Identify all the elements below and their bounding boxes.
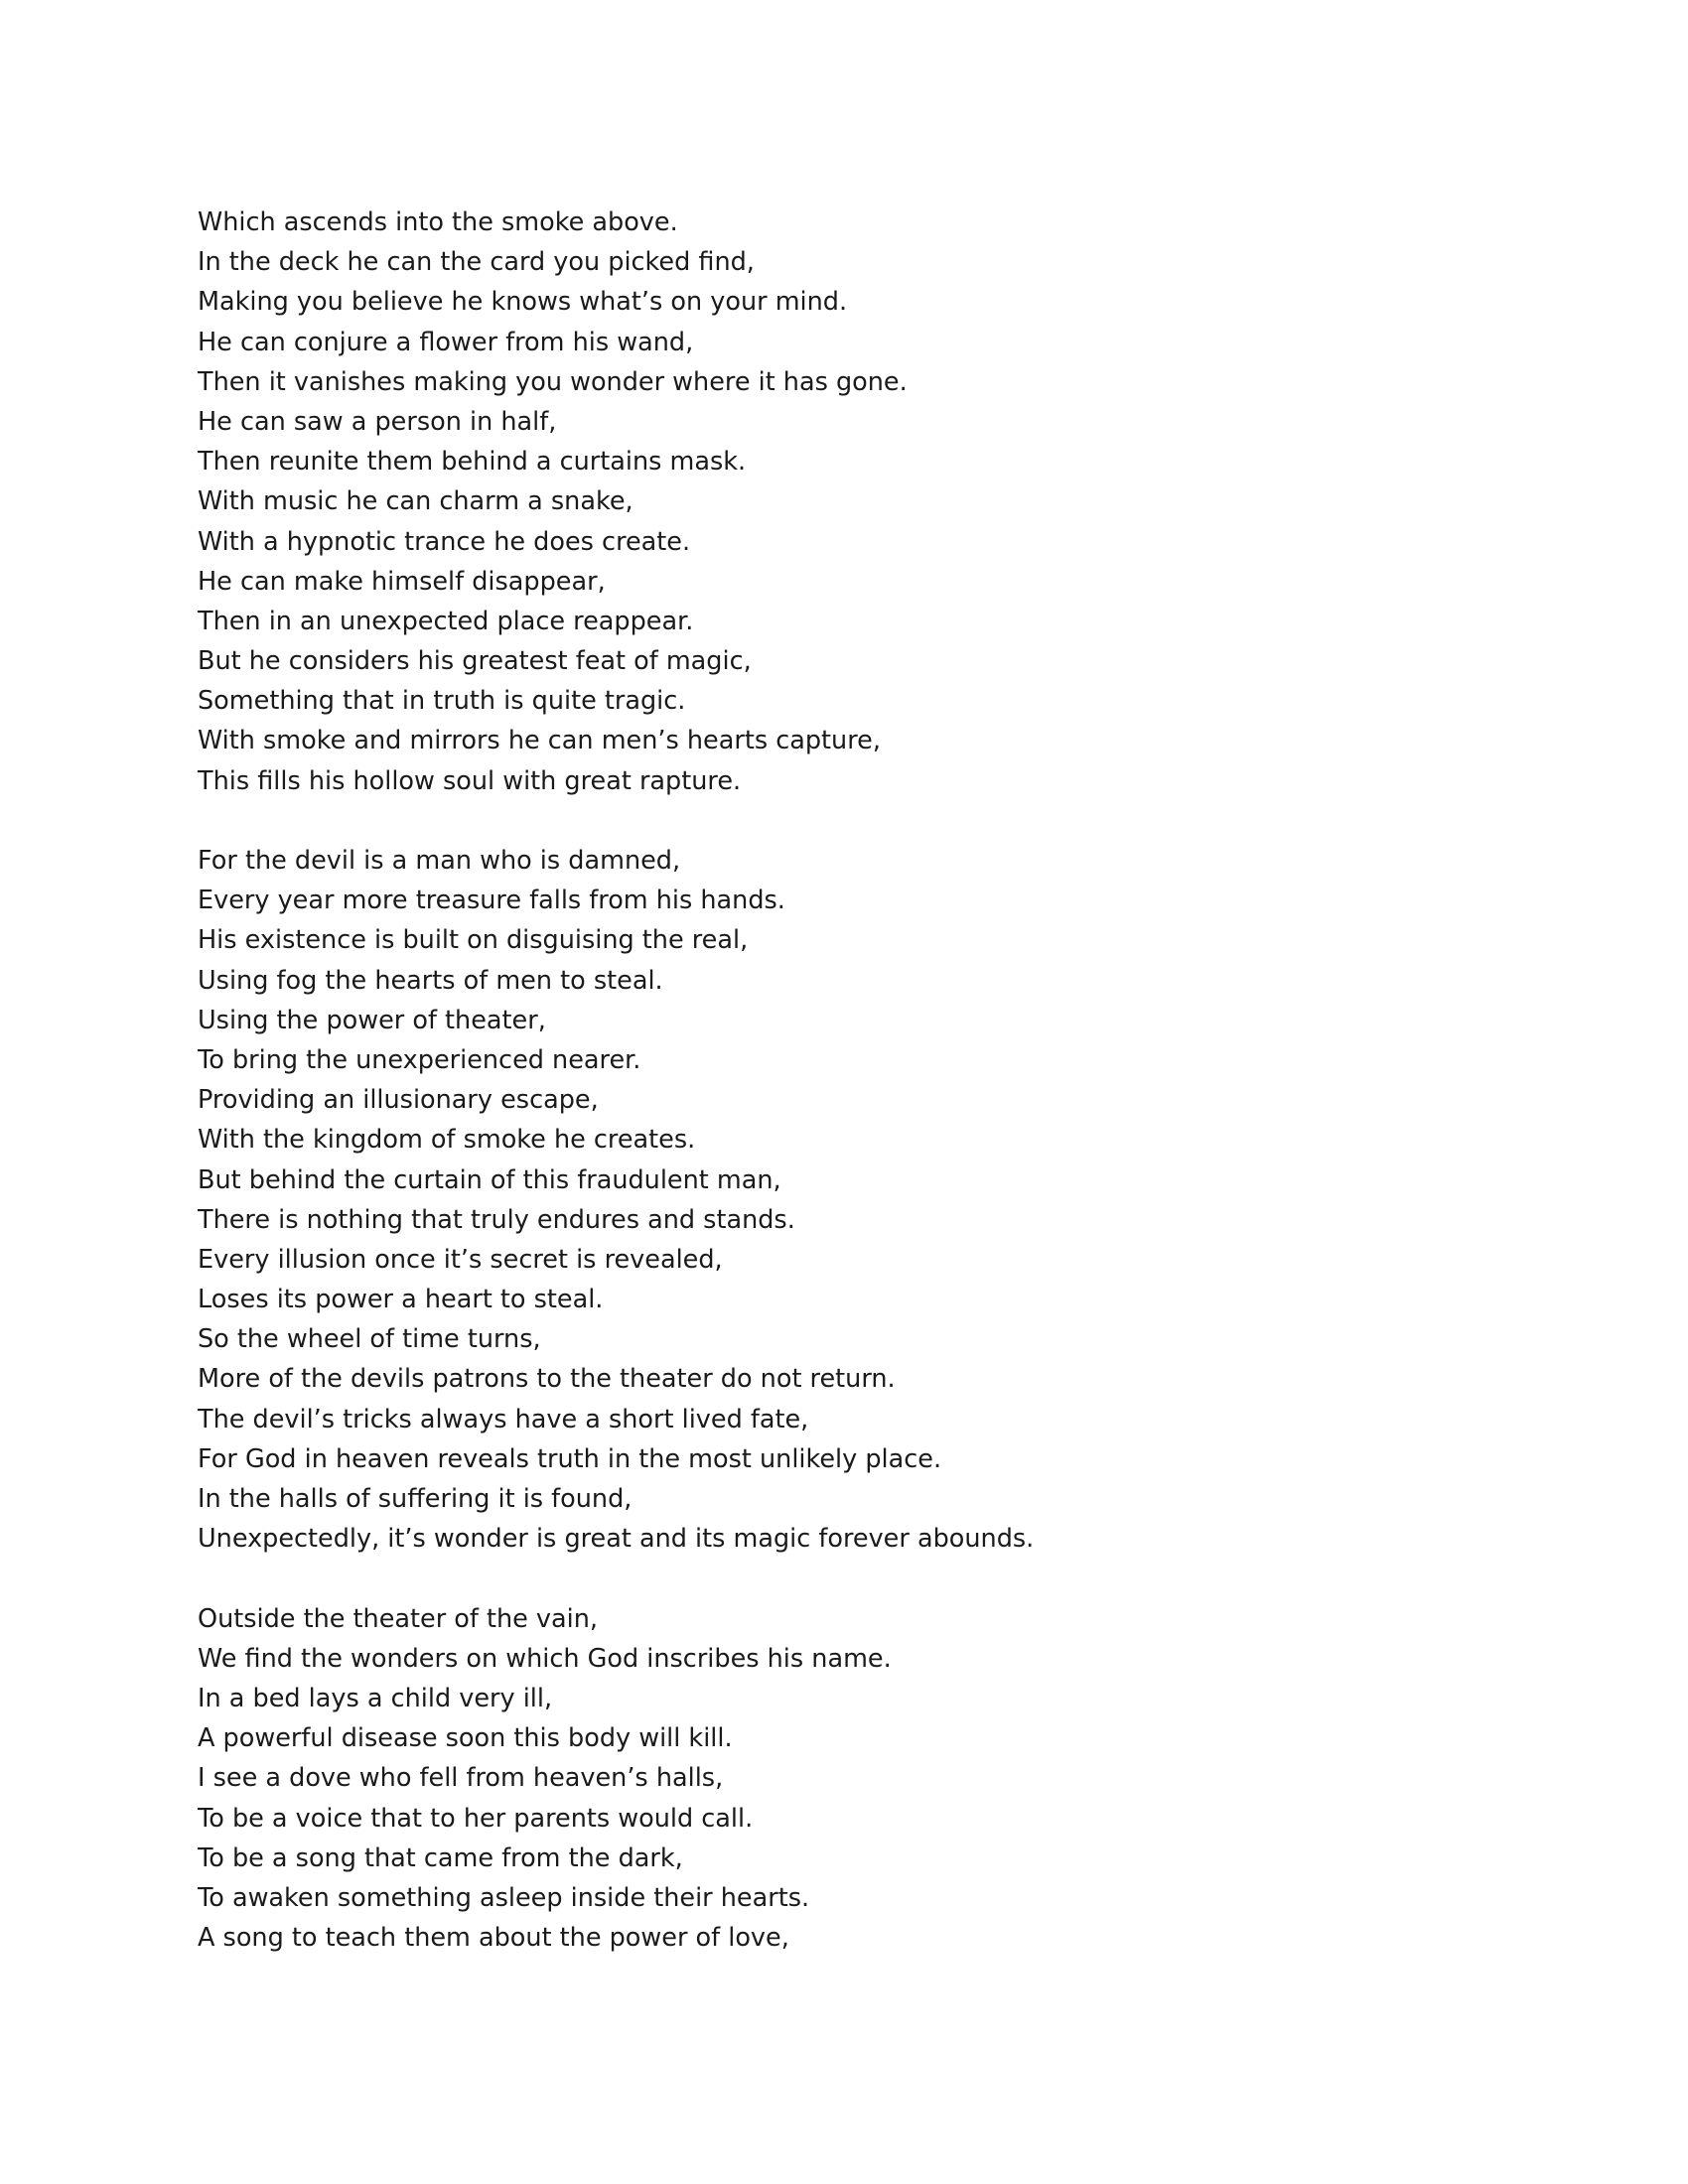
poem-line: This fills his hollow soul with great rapture. <box>198 765 742 796</box>
poem-line: We find the wonders on which God inscribes his name. <box>198 1643 892 1674</box>
poem-line: Every illusion once it’s secret is revealed, <box>198 1244 723 1275</box>
poem-line: With the kingdom of smoke he creates. <box>198 1125 696 1156</box>
poem-line: Loses its power a heart to steal. <box>198 1285 604 1315</box>
poem-line: Then in an unexpected place reappear. <box>198 606 694 636</box>
poem-line: I see a dove who fell from heaven’s halls, <box>198 1763 724 1794</box>
poem-line: With music he can charm a snake, <box>198 486 633 517</box>
poem-line: For the devil is a man who is damned, <box>198 846 681 876</box>
poem-line: To awaken something asleep inside their hearts. <box>198 1882 810 1913</box>
poem-line: To bring the unexperienced nearer. <box>198 1044 641 1075</box>
stanza-2 <box>198 841 1488 1559</box>
poem-body <box>198 203 1488 1997</box>
poem-line: The devil’s tricks always have a short lived fate, <box>198 1404 809 1434</box>
poem-line: Every year more treasure falls from his hands. <box>198 886 785 916</box>
stanza-1 <box>198 203 1488 801</box>
poem-line: A song to teach them about the power of love, <box>198 1923 789 1954</box>
poem-line: Then it vanishes making you wonder where it has gone. <box>198 366 908 397</box>
poem-line: Outside the theater of the vain, <box>198 1603 598 1634</box>
poem-line: In the halls of suffering it is found, <box>198 1484 633 1514</box>
poem-line: Something that in truth is quite tragic. <box>198 686 686 717</box>
poem-line: In the deck he can the card you picked find, <box>198 247 755 278</box>
poem-line: To be a voice that to her parents would call. <box>198 1803 754 1834</box>
poem-line: A powerful disease soon this body will kill. <box>198 1723 733 1754</box>
poem-line: With a hypnotic trance he does create. <box>198 526 691 557</box>
poem-line: For God in heaven reveals truth in the most unlikely place. <box>198 1443 942 1474</box>
poem-line: But behind the curtain of this fraudulent man, <box>198 1164 781 1195</box>
poem-line: There is nothing that truly endures and stands. <box>198 1204 795 1235</box>
poem-line: His existence is built on disguising the real, <box>198 925 749 956</box>
poem-line: He can conjure a flower from his wand, <box>198 327 694 357</box>
poem-line: He can saw a person in half, <box>198 406 557 437</box>
poem-line: Providing an illusionary escape, <box>198 1085 599 1116</box>
poem-line: Unexpectedly, it’s wonder is great and its magic forever abounds. <box>198 1524 1035 1555</box>
poem-line: He can make himself disappear, <box>198 566 606 597</box>
stanza-3 <box>198 1599 1488 1959</box>
poem-line: Then reunite them behind a curtains mask. <box>198 447 747 478</box>
poem-line: Which ascends into the smoke above. <box>198 207 678 237</box>
poem-line: But he considers his greatest feat of magic, <box>198 646 752 677</box>
poem-line: Using fog the hearts of men to steal. <box>198 965 663 996</box>
poem-line: More of the devils patrons to the theater do not return. <box>198 1364 896 1395</box>
poem-line: To be a song that came from the dark, <box>198 1843 683 1873</box>
poem-line: In a bed lays a child very ill, <box>198 1683 553 1713</box>
poem-line: With smoke and mirrors he can men’s hearts capture, <box>198 726 881 756</box>
poem-line: Making you believe he knows what’s on your mind. <box>198 287 848 318</box>
poem-line: Using the power of theater, <box>198 1005 546 1035</box>
poem-line: So the wheel of time turns, <box>198 1324 541 1355</box>
